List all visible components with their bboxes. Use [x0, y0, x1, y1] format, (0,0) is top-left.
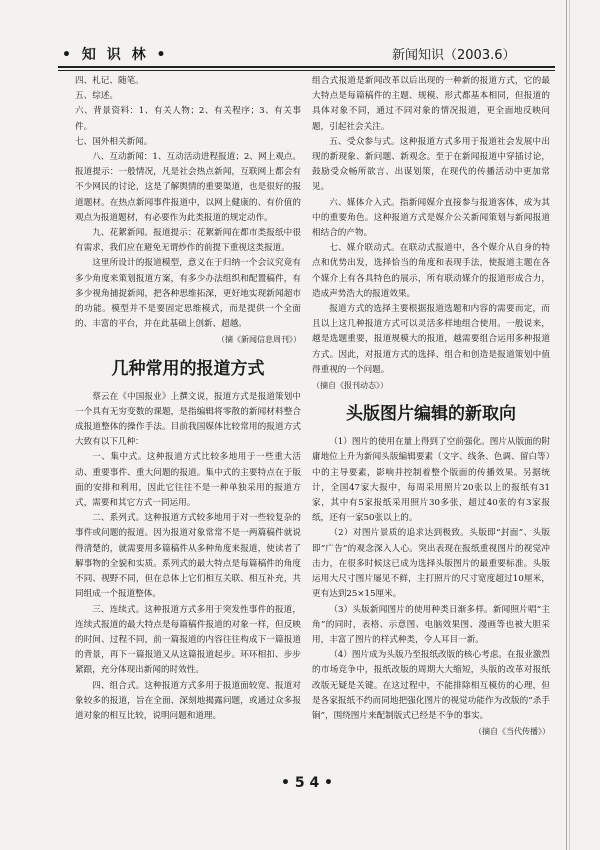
body-paragraph: 三、连续式。这种报道方式多用于突发性事件的报道，连续式报道的最大特点是每篇稿件报道的对象一样，但反映的时间、过程不同，前一篇报道的内容往往构成下一篇报道的背景，再下一篇报道又从这篇报道起步。环环相扣、步步紧跟，充分体现出新闻的时效性。	[75, 604, 301, 676]
header-rule-thin	[58, 70, 555, 71]
list-item: 四、札记、随笔。	[75, 76, 144, 86]
body-paragraph: （4）图片成为头版乃至报纸改版的核心考虑。在报业激烈的市场竞争中，报纸改版的周期大大缩短，头版的改革对报纸改版无疑是关键。在这过程中，不能排除相互模仿的心理，但是各家报纸不约而同地把强化图片的视觉功能作为改版的“杀手锏”，围绕图片来配制版式已经是不争的事实。	[312, 650, 550, 721]
left-column	[75, 74, 301, 724]
body-paragraph: 四、组合式。这种报道方式多用于报道面较宽、报道对象较多的报道，旨在全面、深刻地揭露问题，或通过众多报道对象的相互比较，说明问题和道理。	[75, 680, 301, 721]
body-paragraph: 组合式报道是新闻改革以后出现的一种新的报道方式，它的最大特点是每篇稿件的主题、规模、形式都基本相同，但报道的具体对象不同，通过不同对象的情况报道，更全面地反映问题，引起社会关注。	[312, 76, 550, 132]
source-citation: （摘自《当代传播》）	[474, 727, 550, 737]
body-paragraph: 报道方式的选择主要根据报道选题和内容的需要而定，而且以上这几种报道方式可以灵活多样地组合使用。一般说来，越是选题重要，报道规模大的报道，越需要组合运用多种报道方式。因此，对报道方式的选择、组合和创造是报道策划中值得重视的一个问题。	[312, 304, 550, 375]
body-paragraph: 一、集中式。这种报道方式比较多地用于一些重大活动、重要事件、重大问题的报道。集中式的主要特点在于版面的安排和利用，因此它往往不是一种单独采用的报道方式，需要和其它方式一同运用。	[75, 452, 301, 509]
list-item: 九、花絮新闻。报道提示：花絮新闻在都市类报纸中很有需求，我们应在避免无谓炒作的前提下重视这类报道。	[75, 228, 301, 254]
article-title: 几种常用的报道方式	[111, 358, 265, 379]
source-citation: （摘自《报刊动态》）	[312, 381, 388, 391]
body-paragraph: 五、受众参与式。这种报道方式多用于报道社会发展中出现的新现象、新问题、新观念。至于在新闻报道中穿插讨论，鼓励受众畅所欲言、出谋划策，在现代的传播活动中更加常见。	[312, 136, 550, 193]
body-paragraph: 蔡云在《中国报业》上撰文说，报道方式是报道策划中一个具有无穷变数的课题，是指编辑将零散的新闻材料整合成报道整体的操作手法。目前我国媒体比较常用的报道方式大致有以下几种：	[75, 391, 301, 448]
page-number: • 5 4 •	[281, 775, 334, 791]
list-item: 六、背景资料：1、有关人物；2、有关程序；3、有关事件。	[75, 106, 301, 132]
body-paragraph: （2）对图片景质的追求达到极致。头版即“封面”、头版即“广告”的观念深入人心。突出表现在报纸重视图片的视觉冲击力，在很多时候这已成为选择头版图片的最重要标准。头版运用大尺寸图片屡见不鲜，主打照片的尺寸宽度超过10厘米，更有达到25×15厘米。	[312, 528, 550, 600]
body-paragraph: 七、媒介联动式。在联动式报道中，各个媒介从自身的特点和优势出发，选择恰当的角度和表现手法，使报道主题在各个媒介上有各具特色的展示，所有联动媒介的报道形成合力，造成声势浩大的报道效果。	[312, 243, 550, 299]
binding-edge-inner	[569, 0, 570, 850]
list-item: 七、国外相关新闻。	[75, 136, 153, 147]
body-paragraph: 这里所设计的报道模型，意义在于归纳一个会议究竟有多少角度来策划报道方案，有多少办法组织和配置稿件，有多少视角捕捉新闻，把各种思维拓深，更好地实现新闻超市的功能。模型并不是要固定思维模式，而是提供一个全面的、丰富的平台，并在此基础上创新、超越。	[75, 258, 301, 330]
source-citation: （摘《新闻信息周刊》）	[217, 335, 301, 345]
body-paragraph: （1）图片的使用在量上得到了空前强化。图片从版面的附庸地位上升为新闻头版编辑要素（文字、线条、色调、留白等）中的主导要素，影响并控制着整个版面的传播效果。另据统计，全国47家大报中，每周采用照片20张以上的报纸有31家，其中有5家报纸采用照片30多张，超过40张的有3家报纸，还有一家50张以上的。	[312, 437, 550, 524]
right-column	[312, 74, 550, 739]
list-item: 八、互动新闻：1、互动活动进程报道；2、网上观点。报道提示：一般情况，凡是社会热点新闻，互联网上都会有不少网民的讨论，这是了解舆情的重要渠道，也是很好的报道题材。在热点新闻事件报道中，以网上健康的、有价值的观点为报道题材，有必要作为此类报道的规定动作。	[75, 152, 301, 223]
article-title: 头版图片编辑的新取向	[346, 404, 516, 425]
header-rule	[58, 66, 555, 68]
body-paragraph: （3）头版新闻图片的使用种类日渐多样。新闻照片唱“主角”的同时，表格、示意图、电脑效果图、漫画等也被大胆采用，丰富了图片的样式种类，令人耳目一新。	[312, 604, 550, 645]
binding-edge	[566, 0, 567, 850]
section-label: • 知 识 林 •	[62, 47, 169, 63]
list-item: 五、综述。	[75, 91, 118, 102]
body-paragraph: 二、系列式。这种报道方式较多地用于对一些较复杂的事件或问题的报道。因为报道对象常常不是一两篇稿件就说得清楚的，就需要用多篇稿件从多种角度来报道，使读者了解事物的全貌和实质。系列式的最大特点是每篇稿件的角度不同、视野不同，但在总体上它们相互关联、相互补充，共同组成一个报道整体。	[75, 513, 301, 600]
body-paragraph: 六、媒体介入式。指新闻媒介直接参与报道客体，成为其中的重要角色。这种报道方式是媒介公关新闻策划与新闻报道相结合的产物。	[312, 197, 550, 239]
issue-label: 新闻知识（2003.6）	[392, 48, 516, 63]
